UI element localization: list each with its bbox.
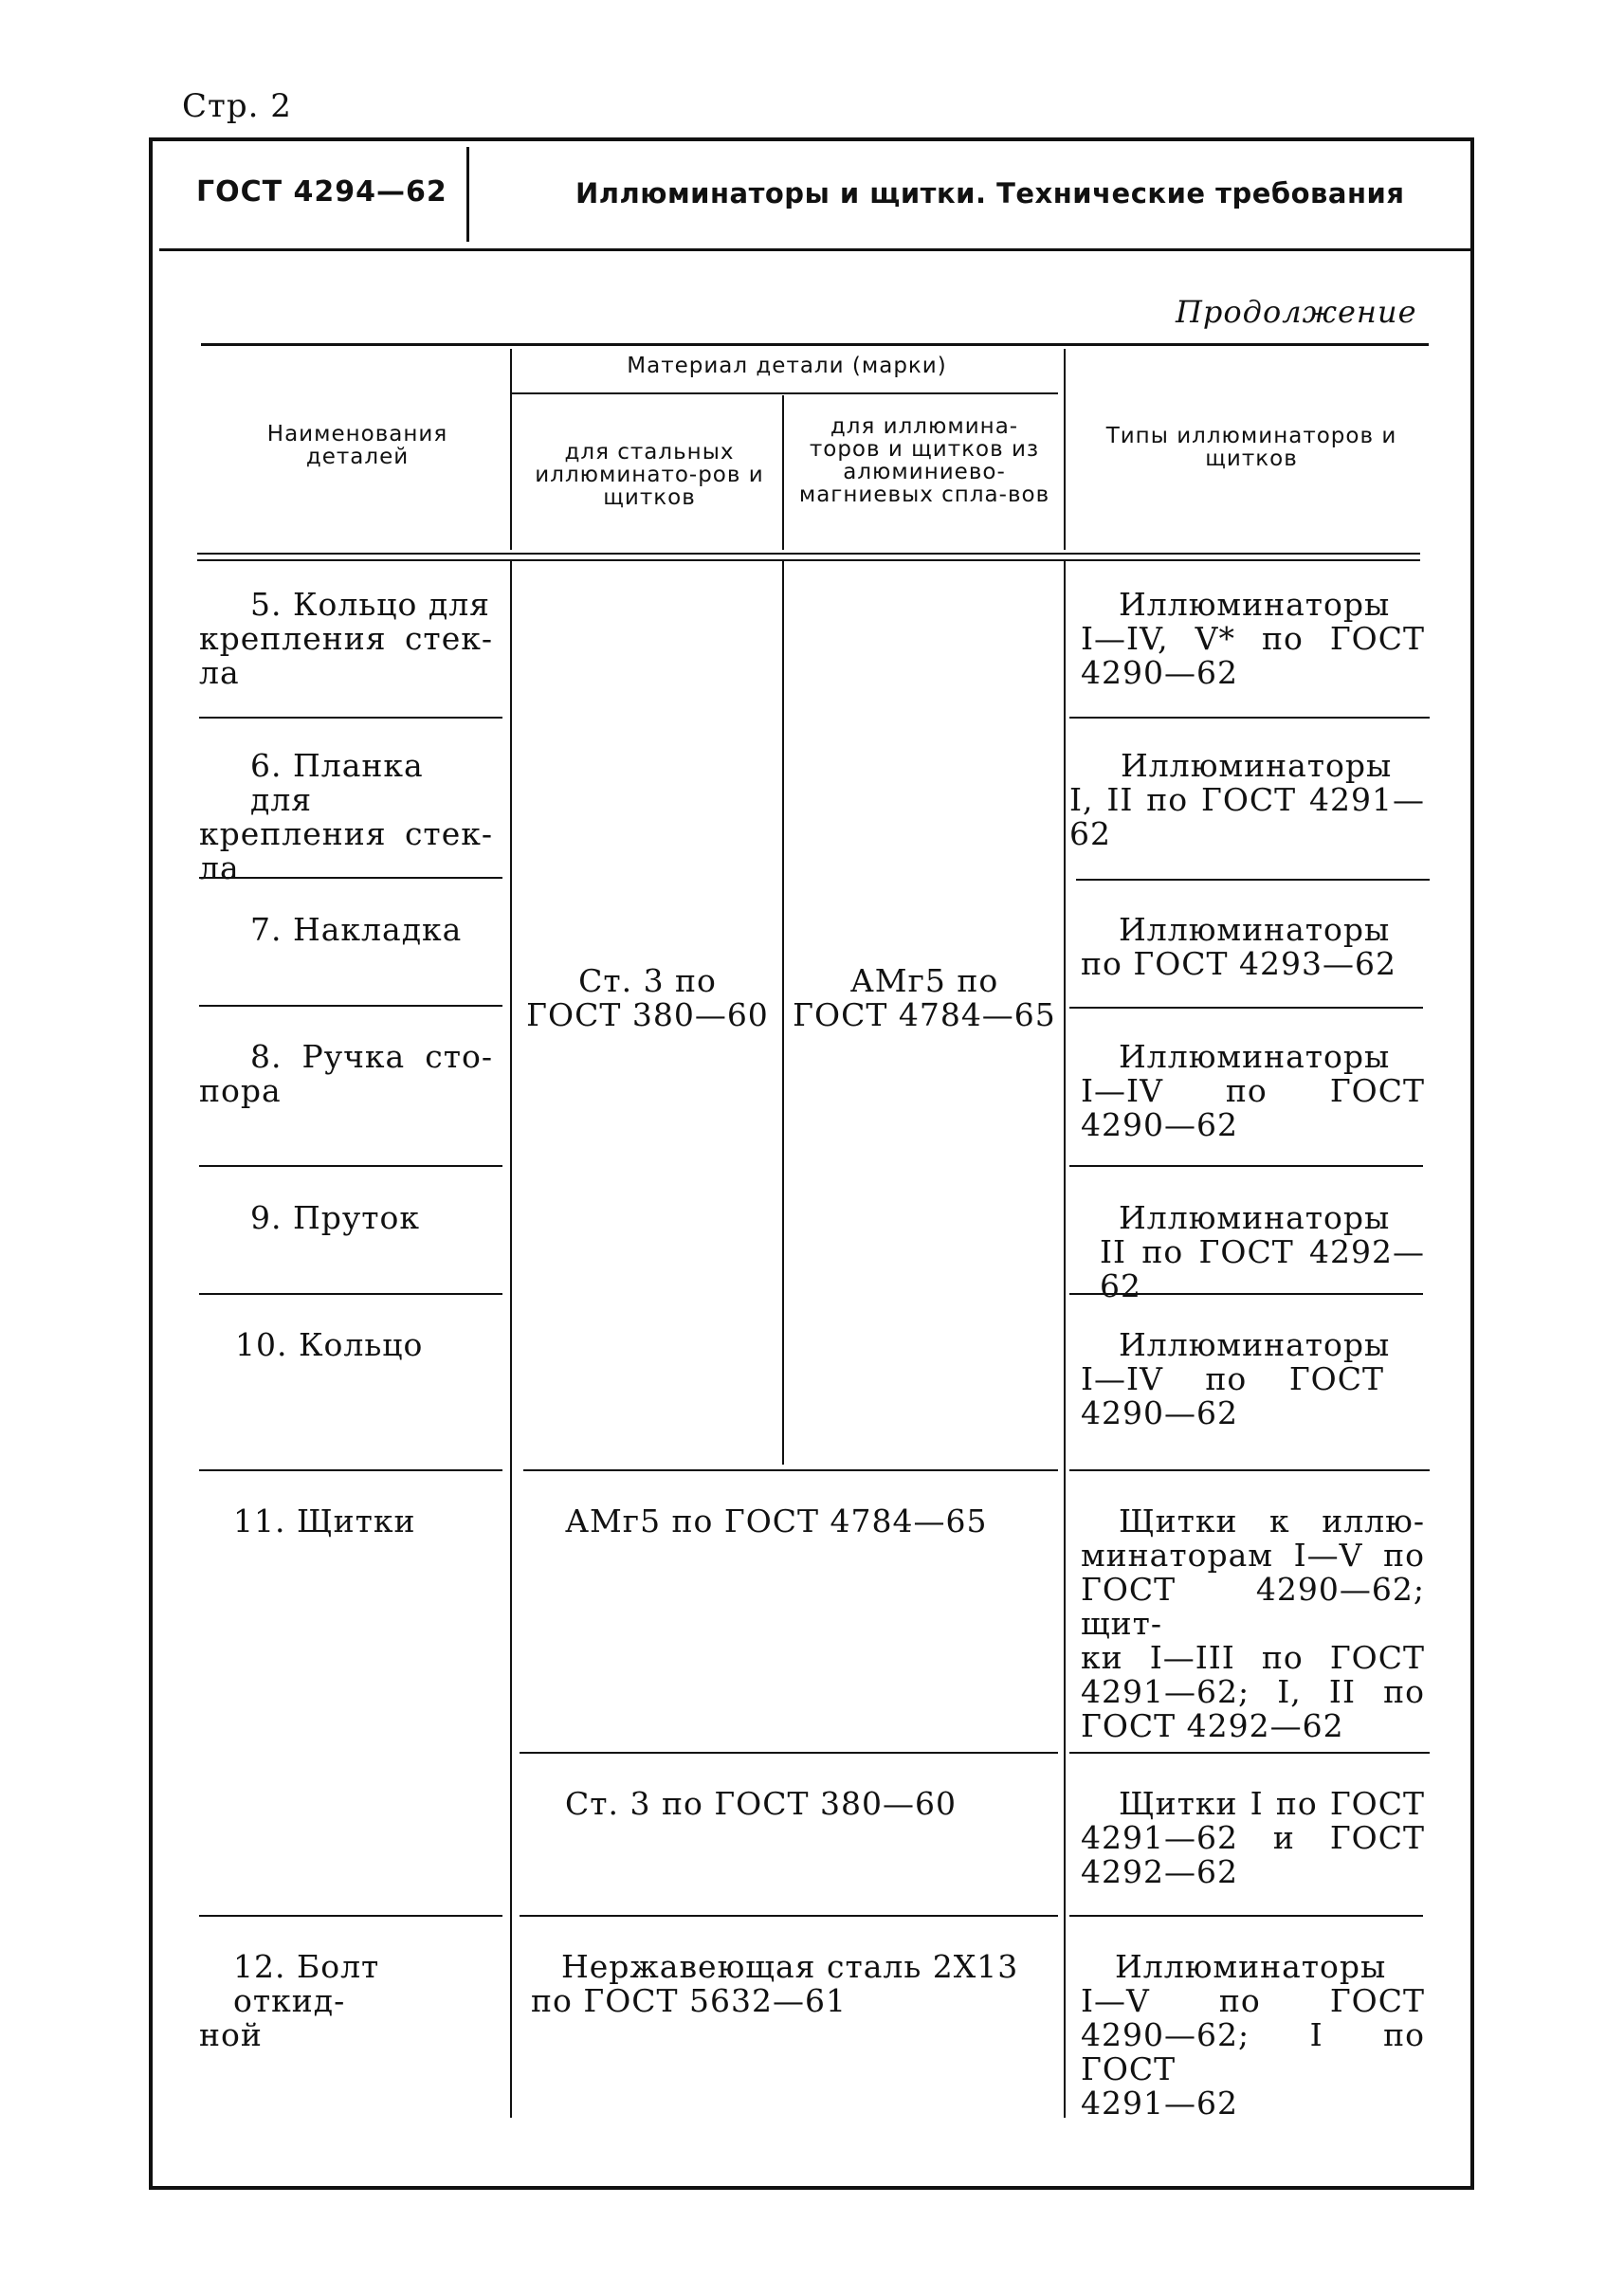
row-5-name-line-3: ла bbox=[199, 654, 240, 691]
row-11b-type-line-2: 4291—62 и ГОСТ bbox=[1081, 1819, 1425, 1856]
shared-alloy-line-1: АМг5 по bbox=[849, 962, 999, 999]
body-vline-3 bbox=[1064, 561, 1066, 2118]
row-10-type-line-3: 4290—62 bbox=[1081, 1394, 1238, 1431]
row-8-name bbox=[199, 1040, 493, 1108]
row-12-name-line-1: 12. Болт откид- bbox=[233, 1948, 380, 2019]
row-sep-name-9 bbox=[199, 1293, 502, 1295]
row-11-material: АМг5 по ГОСТ 4784—65 bbox=[565, 1503, 988, 1539]
page-number: Стр. 2 bbox=[182, 87, 292, 125]
row-sep-material-11 bbox=[520, 1752, 1058, 1754]
row-sep-name-8 bbox=[199, 1165, 502, 1167]
row-sep-name-7 bbox=[199, 1005, 502, 1007]
row-9-type-line-1: Иллюминаторы bbox=[1119, 1199, 1391, 1236]
row-5-name bbox=[199, 588, 493, 690]
row-9-name: 9. Пруток bbox=[250, 1199, 421, 1236]
col-header-steel: для стальных иллюминато-ров и щитков bbox=[535, 440, 764, 510]
row-12-name-line-2: ной bbox=[199, 2016, 263, 2053]
shared-steel-line-1: Ст. 3 по bbox=[578, 962, 717, 999]
col-header-types: Типы иллюминаторов и щитков bbox=[1105, 424, 1397, 471]
row-sep-type-5 bbox=[1069, 717, 1430, 719]
row-10-type-line-1: Иллюминаторы bbox=[1119, 1326, 1391, 1363]
row-11-type-line-6: ГОСТ 4292—62 bbox=[1081, 1707, 1344, 1744]
row-11b-type-line-3: 4292—62 bbox=[1081, 1853, 1238, 1890]
shared-alloy-line-2: ГОСТ 4784—65 bbox=[793, 996, 1056, 1033]
row-sep-type-8 bbox=[1069, 1165, 1423, 1167]
header-vline-2 bbox=[782, 395, 784, 550]
row-5-name-line-2: крепления стек- bbox=[199, 620, 493, 657]
frame-left-border bbox=[149, 137, 153, 2190]
table-top-rule bbox=[201, 343, 1429, 346]
row-11b-type-line-1: Щитки I по ГОСТ bbox=[1119, 1785, 1425, 1822]
row-sep-name-5 bbox=[199, 717, 502, 719]
row-sep-type-7 bbox=[1069, 1007, 1423, 1009]
shared-steel-material bbox=[520, 964, 776, 1032]
row-sep-name-10 bbox=[199, 1469, 502, 1471]
row-6-type-line-1: Иллюминаторы bbox=[1121, 747, 1393, 784]
row-sep-material-10 bbox=[523, 1469, 1058, 1471]
material-group-rule bbox=[510, 392, 1058, 394]
row-11-type-line-1: Щитки к иллю- bbox=[1119, 1503, 1425, 1539]
header-vline-1 bbox=[510, 349, 512, 550]
row-9-type bbox=[1081, 1201, 1425, 1303]
row-6-name bbox=[199, 749, 493, 885]
row-8-type-line-1: Иллюминаторы bbox=[1119, 1038, 1391, 1075]
row-8-type-line-3: 4290—62 bbox=[1081, 1106, 1238, 1143]
row-12-type-line-1: Иллюминаторы bbox=[1115, 1948, 1387, 1985]
row-8-type bbox=[1081, 1040, 1425, 1142]
frame-right-border bbox=[1470, 137, 1474, 2190]
row-5-type-line-3: 4290—62 bbox=[1081, 654, 1238, 691]
row-5-name-line-1: 5. Кольцо для bbox=[250, 586, 490, 623]
col-header-material-group: Материал детали (марки) bbox=[627, 354, 947, 378]
standard-code: ГОСТ 4294—62 bbox=[196, 175, 447, 209]
row-8-name-line-1: 8. Ручка сто- bbox=[250, 1038, 493, 1075]
row-sep-type-10 bbox=[1069, 1469, 1430, 1471]
header-separator bbox=[159, 248, 1470, 251]
row-sep-type-11 bbox=[1069, 1752, 1430, 1754]
header-vline-3 bbox=[1064, 349, 1066, 550]
header-bottom-rule-1 bbox=[197, 553, 1420, 555]
row-10-type-line-2: I—IV по ГОСТ bbox=[1081, 1360, 1384, 1397]
row-11-type bbox=[1081, 1504, 1425, 1743]
row-12-type-line-2: I—V по ГОСТ bbox=[1081, 1982, 1425, 2019]
row-11-type-line-2: минаторам I—V по bbox=[1081, 1537, 1425, 1574]
header-bottom-rule-2 bbox=[197, 559, 1420, 561]
row-7-type-line-2: по ГОСТ 4293—62 bbox=[1081, 945, 1396, 982]
row-11b-material: Ст. 3 по ГОСТ 380—60 bbox=[565, 1785, 957, 1822]
row-6-type bbox=[1069, 749, 1425, 851]
row-12-material-line-1: Нержавеющая сталь 2Х13 bbox=[561, 1948, 1019, 1985]
shared-alloy-material bbox=[792, 964, 1057, 1032]
row-5-type bbox=[1081, 588, 1425, 690]
row-12-material bbox=[531, 1950, 1058, 2018]
row-12-material-line-2: по ГОСТ 5632—61 bbox=[531, 1982, 847, 2019]
shared-steel-line-2: ГОСТ 380—60 bbox=[526, 996, 769, 1033]
row-12-name bbox=[199, 1950, 493, 2052]
row-12-type-line-4: 4291—62 bbox=[1081, 2085, 1238, 2122]
row-11-type-line-3: ГОСТ 4290—62; щит- bbox=[1081, 1571, 1425, 1642]
row-10-name: 10. Кольцо bbox=[235, 1326, 424, 1363]
row-11-type-line-4: ки I—III по ГОСТ bbox=[1081, 1639, 1425, 1676]
row-12-type bbox=[1081, 1950, 1425, 2121]
row-6-type-line-2: I, II по ГОСТ 4291—62 bbox=[1069, 781, 1425, 852]
row-12-type-line-3: 4290—62; I по ГОСТ bbox=[1081, 2016, 1425, 2087]
row-9-type-line-2: II по ГОСТ 4292—62 bbox=[1100, 1233, 1425, 1304]
row-10-type bbox=[1081, 1326, 1391, 1431]
row-6-name-line-1: 6. Планка для bbox=[250, 747, 424, 818]
row-8-type-line-2: I—IV по ГОСТ bbox=[1081, 1072, 1425, 1109]
body-vline-2 bbox=[782, 561, 784, 1465]
body-vline-1 bbox=[510, 561, 512, 2118]
row-11b-type bbox=[1081, 1787, 1425, 1889]
frame-top-border bbox=[152, 137, 1474, 141]
header-divider bbox=[466, 147, 469, 242]
row-5-type-line-2: I—IV, V* по ГОСТ bbox=[1081, 620, 1425, 657]
col-header-alloy: для иллюмина-торов и щитков из алюминиево-магниевых спла-вов bbox=[798, 414, 1050, 507]
row-7-name: 7. Накладка bbox=[250, 911, 463, 948]
row-sep-name-11 bbox=[199, 1915, 502, 1917]
row-11-name: 11. Щитки bbox=[233, 1503, 416, 1539]
frame-bottom-border bbox=[149, 2186, 1474, 2190]
row-6-name-line-3: ла bbox=[199, 849, 240, 886]
row-7-type bbox=[1081, 913, 1422, 981]
continuation-label: Продолжение bbox=[1176, 294, 1417, 330]
row-sep-type-11b bbox=[1069, 1915, 1423, 1917]
row-11-type-line-5: 4291—62; I, II по bbox=[1081, 1673, 1425, 1710]
row-7-type-line-1: Иллюминаторы bbox=[1119, 911, 1391, 948]
row-sep-material-11b bbox=[520, 1915, 1058, 1917]
row-6-name-line-2: крепления стек- bbox=[199, 815, 493, 852]
row-8-name-line-2: пора bbox=[199, 1072, 282, 1109]
row-5-type-line-1: Иллюминаторы bbox=[1119, 586, 1391, 623]
row-sep-type-6 bbox=[1076, 879, 1430, 881]
col-header-name: Наименования деталей bbox=[266, 422, 448, 469]
document-title: Иллюминаторы и щитки. Технические требования bbox=[575, 177, 1405, 209]
